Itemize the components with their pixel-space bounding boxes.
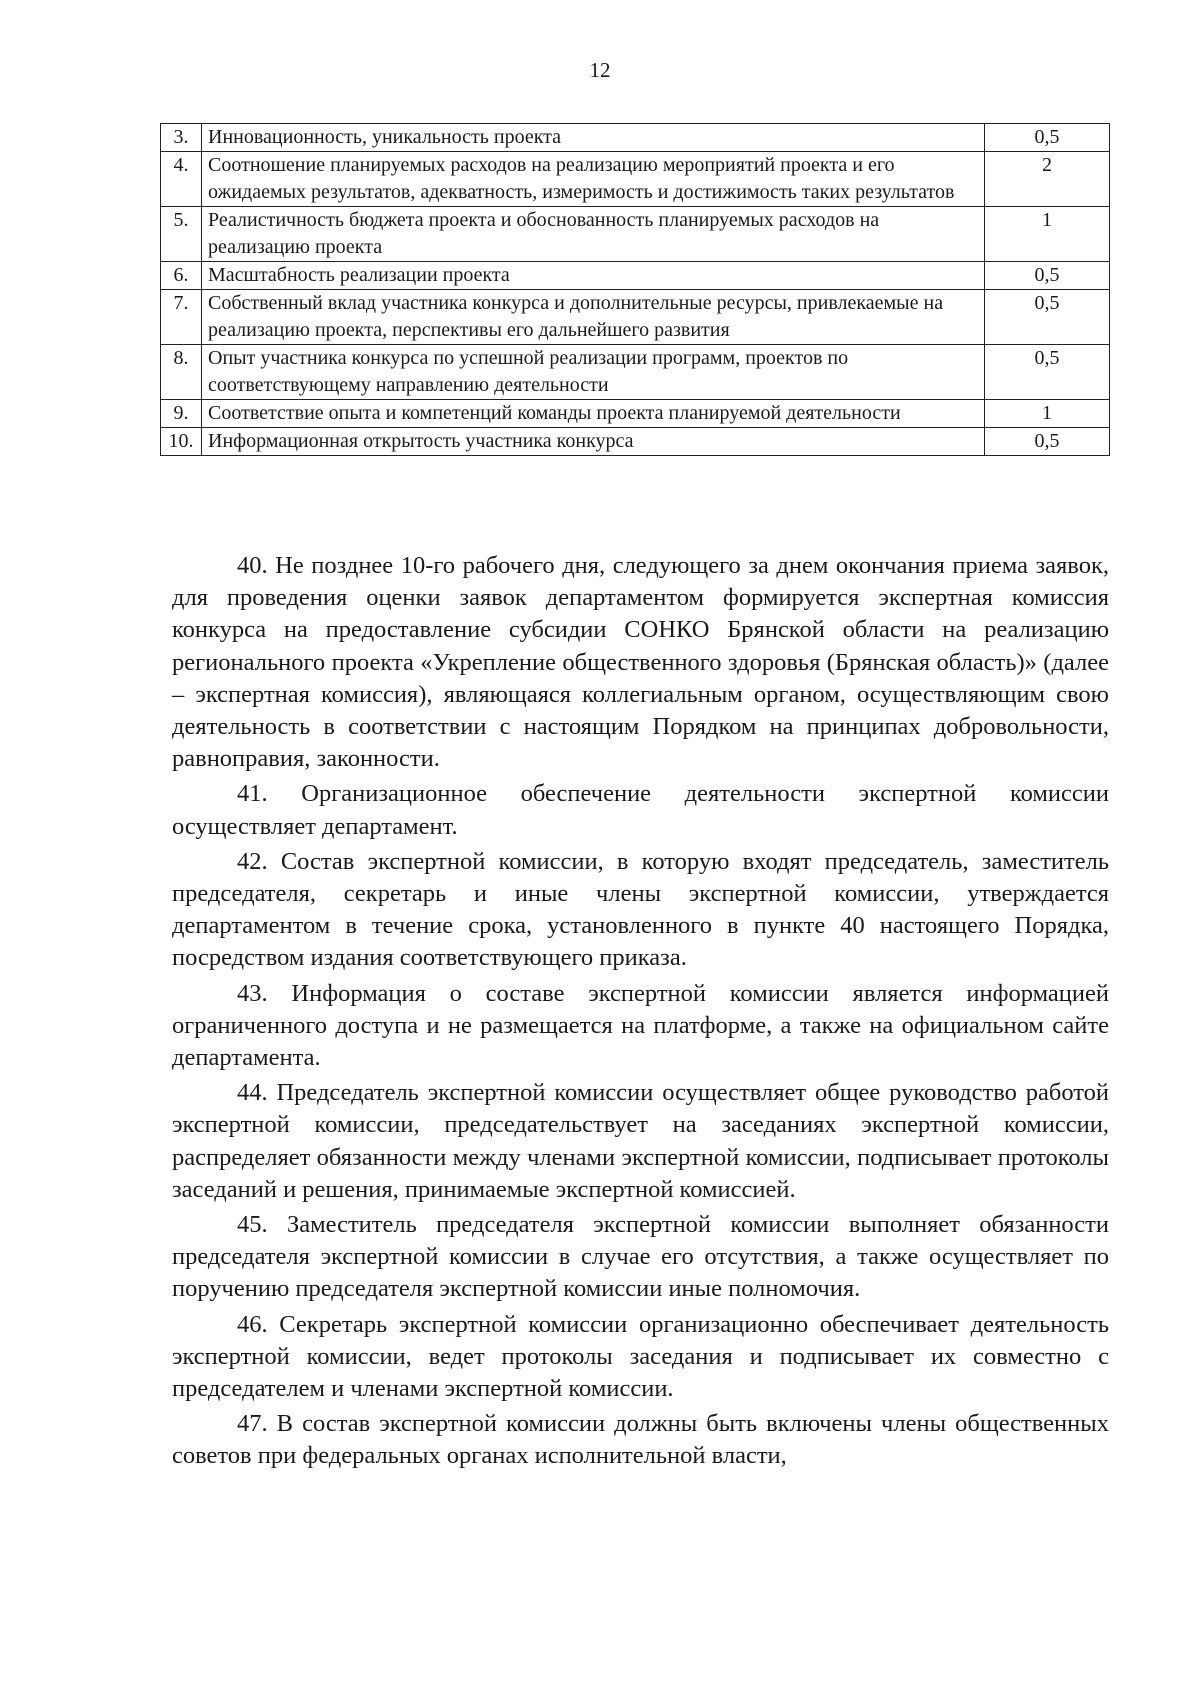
row-number: 9. [161, 400, 202, 428]
table-row [161, 428, 1110, 456]
page-number: 12 [589, 58, 611, 82]
row-criterion: Масштабность реализации проекта [202, 262, 985, 290]
document-body [172, 550, 1109, 1473]
row-criterion: Инновационность, уникальность проекта [202, 124, 985, 152]
row-criterion: Реалистичность бюджета проекта и обоснованность планируемых расходов на реализацию проекта [202, 207, 985, 262]
table-row [161, 290, 1110, 345]
paragraph-42: 42. Состав экспертной комиссии, в которую входят председатель, заместитель председателя, секретарь и иные члены экспертной комиссии, утверждается департаментом в течение срока, установленного в пункте 40 настоящего Порядка, посредством издания соответствующего приказа. [172, 847, 1109, 972]
row-number: 4. [161, 152, 202, 207]
row-score: 0,5 [985, 290, 1110, 345]
row-score: 0,5 [985, 262, 1110, 290]
row-criterion: Собственный вклад участника конкурса и дополнительные ресурсы, привлекаемые на реализацию проекта, перспективы его дальнейшего развития [202, 290, 985, 345]
row-number: 6. [161, 262, 202, 290]
table-row [161, 400, 1110, 428]
row-score: 0,5 [985, 428, 1110, 456]
paragraph-41: 41. Организационное обеспечение деятельности экспертной комиссии осуществляет департамент. [172, 780, 1109, 840]
row-number: 10. [161, 428, 202, 456]
table-row [161, 152, 1110, 207]
row-criterion: Опыт участника конкурса по успешной реализации программ, проектов по соответствующему направлению деятельности [202, 345, 985, 400]
paragraph-40: 40. Не позднее 10-го рабочего дня, следующего за днем окончания приема заявок, для проведения оценки заявок департаментом формируется экспертная комиссия конкурса на предоставление субсидии СОНКО Брянской области на реализацию регионального проекта «Укрепление общественного здоровья (Брянская область)» (далее – экспертная комиссия), являющаяся коллегиальным органом, осуществляющим свою деятельность в соответствии с настоящим Порядком на принципах добровольности, равноправия, законности. [172, 552, 1109, 773]
criteria-table [160, 123, 1110, 456]
row-score: 0,5 [985, 345, 1110, 400]
table-row [161, 207, 1110, 262]
table-row [161, 262, 1110, 290]
paragraph-44: 44. Председатель экспертной комиссии осуществляет общее руководство работой экспертной комиссии, председательствует на заседаниях экспертной комиссии, распределяет обязанности между членами экспертной комиссии, подписывает протоколы заседаний и решения, принимаемые экспертной комиссией. [172, 1079, 1109, 1203]
row-criterion: Соотношение планируемых расходов на реализацию мероприятий проекта и его ожидаемых результатов, адекватность, измеримость и достижимость таких результатов [202, 152, 985, 207]
row-score: 0,5 [985, 124, 1110, 152]
row-number: 5. [161, 207, 202, 262]
table-row [161, 345, 1110, 400]
paragraph-45: 45. Заместитель председателя экспертной комиссии выполняет обязанности председателя экспертной комиссии в случае его отсутствия, а также осуществляет по поручению председателя экспертной комиссии иные полномочия. [172, 1211, 1109, 1303]
row-number: 3. [161, 124, 202, 152]
table-row [161, 124, 1110, 152]
row-score: 1 [985, 400, 1110, 428]
row-criterion: Соответствие опыта и компетенций команды проекта планируемой деятельности [202, 400, 985, 428]
paragraph-46: 46. Секретарь экспертной комиссии организационно обеспечивает деятельность экспертной комиссии, ведет протоколы заседания и подписывает их совместно с председателем и членами экспертной комиссии. [172, 1310, 1109, 1403]
row-score: 2 [985, 152, 1110, 207]
paragraph-43: 43. Информация о составе экспертной комиссии является информацией ограниченного доступа и не размещается на платформе, а также на официальном сайте департамента. [172, 979, 1109, 1072]
row-score: 1 [985, 207, 1110, 262]
row-number: 8. [161, 345, 202, 400]
paragraph-47: 47. В состав экспертной комиссии должны быть включены члены общественных советов при федеральных органах исполнительной власти, [172, 1410, 1109, 1470]
row-criterion: Информационная открытость участника конкурса [202, 428, 985, 456]
row-number: 7. [161, 290, 202, 345]
